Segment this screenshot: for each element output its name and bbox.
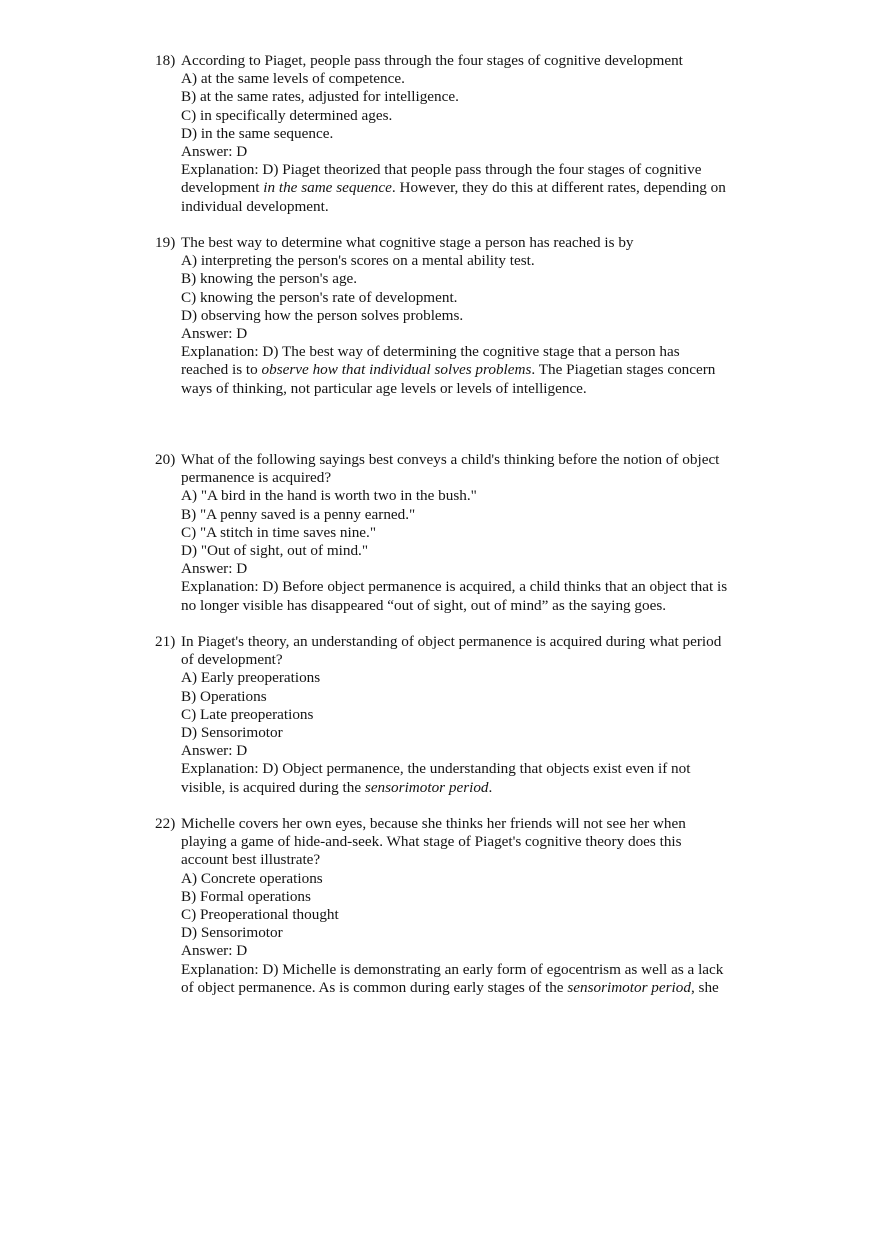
answer-option: C) Late preoperations <box>181 705 314 723</box>
question-body <box>181 633 755 797</box>
question-number: 19) <box>155 234 176 251</box>
question-stem-line: The best way to determine what cognitive stage a person has reached is by <box>181 234 634 251</box>
question-18 <box>155 52 755 216</box>
explanation-text: development <box>181 179 264 197</box>
answer-option: D) in the same sequence. <box>181 124 334 142</box>
explanation-text: Explanation: D) Piaget theorized that people pass through the four stages of cognitive <box>181 161 702 179</box>
question-number: 21) <box>155 633 176 650</box>
explanation-line <box>181 343 755 361</box>
question-stem-line: permanence is acquired? <box>181 469 332 487</box>
answer-option: A) interpreting the person's scores on a mental ability test. <box>181 252 535 270</box>
question-number: 18) <box>155 52 176 69</box>
answer-key: Answer: D <box>181 942 248 960</box>
answer-key: Answer: D <box>181 560 248 578</box>
question-stem-line: playing a game of hide-and-seek. What stage of Piaget's cognitive theory does this <box>181 833 682 851</box>
answer-option: A) Concrete operations <box>181 869 323 887</box>
question-stem-line: According to Piaget, people pass through the four stages of cognitive development <box>181 52 683 69</box>
answer-key: Answer: D <box>181 325 248 343</box>
question-number: 20) <box>155 451 176 468</box>
explanation-line <box>181 161 755 179</box>
answer-option: B) Formal operations <box>181 887 311 905</box>
answer-option: D) Sensorimotor <box>181 724 283 742</box>
explanation-text: Explanation: D) Object permanence, the understanding that objects exist even if not <box>181 760 691 778</box>
question-body <box>181 52 755 216</box>
explanation-line <box>181 380 755 398</box>
explanation-text: reached is to <box>181 361 262 379</box>
question-21 <box>155 633 755 797</box>
answer-option: C) Preoperational thought <box>181 906 339 924</box>
question-stem-line: Michelle covers her own eyes, because she thinks her friends will not see her when <box>181 815 686 832</box>
emphasized-text: observe how that individual solves problems <box>261 361 532 379</box>
explanation-text: . The Piagetian stages concern <box>531 361 716 379</box>
question-19 <box>155 234 755 398</box>
answer-option: B) at the same rates, adjusted for intelligence. <box>181 88 459 106</box>
answer-option: A) "A bird in the hand is worth two in the bush." <box>181 487 477 505</box>
question-body <box>181 815 755 997</box>
explanation-line <box>181 979 755 997</box>
explanation-text: Explanation: D) The best way of determining the cognitive stage that a person has <box>181 343 680 361</box>
answer-option: C) knowing the person's rate of development. <box>181 288 458 306</box>
question-22 <box>155 815 755 997</box>
explanation-text: Explanation: D) Before object permanence is acquired, a child thinks that an object that is <box>181 578 728 596</box>
question-stem-line: What of the following sayings best conveys a child's thinking before the notion of object <box>181 451 720 468</box>
question-body <box>181 451 755 615</box>
explanation-text: visible, is acquired during the <box>181 778 365 796</box>
explanation-line <box>181 779 755 797</box>
explanation-text: of object permanence. As is common during early stages of the <box>181 978 568 996</box>
question-number: 22) <box>155 815 176 832</box>
answer-key: Answer: D <box>181 143 248 161</box>
explanation-text: no longer visible has disappeared “out of sight, out of mind” as the saying goes. <box>181 596 667 614</box>
explanation-text: Explanation: D) Michelle is demonstrating an early form of egocentrism as well as a lack <box>181 960 724 978</box>
emphasized-text: sensorimotor period <box>567 978 691 996</box>
explanation-text: individual development. <box>181 197 329 215</box>
question-stem-line: In Piaget's theory, an understanding of object permanence is acquired during what period <box>181 633 722 650</box>
emphasized-text: sensorimotor period <box>364 778 489 796</box>
question-20 <box>155 451 755 615</box>
explanation-line <box>181 961 755 979</box>
answer-option: B) "A penny saved is a penny earned." <box>181 505 416 523</box>
question-stem-line: of development? <box>181 651 283 669</box>
explanation-line <box>181 198 755 216</box>
answer-option: D) "Out of sight, out of mind." <box>181 542 369 560</box>
question-stem-line: account best illustrate? <box>181 851 321 869</box>
explanation-text: . However, they do this at different rates, depending on <box>391 179 726 197</box>
explanation-line <box>181 179 755 197</box>
answer-option: D) Sensorimotor <box>181 924 283 942</box>
emphasized-text: in the same sequence <box>263 179 392 197</box>
explanation-line <box>181 361 755 379</box>
answer-option: C) in specifically determined ages. <box>181 106 393 124</box>
question-body <box>181 234 755 398</box>
answer-option: D) observing how the person solves problems. <box>181 306 464 324</box>
explanation-text: ways of thinking, not particular age levels or levels of intelligence. <box>181 379 587 397</box>
answer-option: B) Operations <box>181 687 267 705</box>
answer-option: B) knowing the person's age. <box>181 270 358 288</box>
explanation-line <box>181 597 755 615</box>
answer-option: A) at the same levels of competence. <box>181 70 405 88</box>
explanation-text: . <box>488 778 493 796</box>
explanation-line <box>181 760 755 778</box>
explanation-text: , she <box>690 978 719 996</box>
answer-option: A) Early preoperations <box>181 669 321 687</box>
answer-option: C) "A stitch in time saves nine." <box>181 523 377 541</box>
answer-key: Answer: D <box>181 742 248 760</box>
explanation-line <box>181 578 755 596</box>
